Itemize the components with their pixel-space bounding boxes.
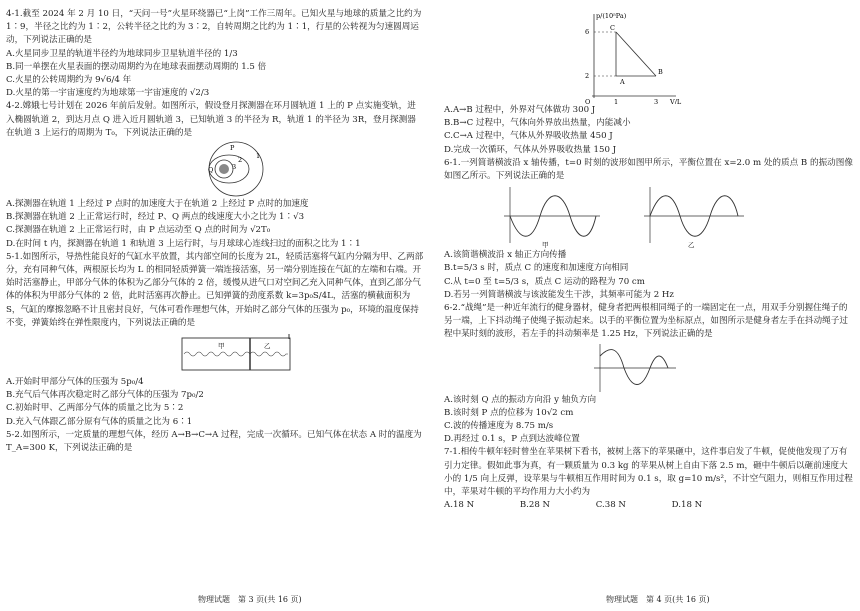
option-a: A.开始时甲部分气体的压强为 5p₀/4 bbox=[6, 377, 144, 388]
option-d: D.18 N bbox=[671, 500, 703, 511]
page-footer-right: 物理试题 第 4 页(共 16 页) bbox=[606, 595, 710, 604]
option-b: B.探测器在轨道 2 上正常运行时，经过 P、Q 两点的线速度大小之比为 1∶√3 bbox=[6, 212, 305, 223]
svg-text:6: 6 bbox=[585, 28, 590, 36]
option-d: D.完成一次循环，气体从外界吸收热量 150 J bbox=[444, 144, 617, 155]
label-jia: 甲 bbox=[218, 342, 225, 351]
question-stem: 5-2.如图所示，一定质量的理想气体，经历 A→B→C→A 过程，完成一次循环。已知气体在状态 A 时的温度为 T_A=300 K，下列说法正确的是 bbox=[6, 429, 422, 454]
options-row bbox=[444, 499, 854, 512]
option-a: A.18 N bbox=[444, 500, 475, 511]
option-a: A.该时刻 Q 点的振动方向沿 y 轴负方向 bbox=[444, 394, 597, 405]
option-c: C.C→A 过程中，气体从外界吸收热量 450 J bbox=[444, 131, 613, 142]
option-d: D.再经过 0.1 s，P 点到达波峰位置 bbox=[444, 434, 580, 445]
option-c: C.38 N bbox=[595, 500, 626, 511]
question-5-2 bbox=[6, 429, 424, 455]
question-stem: 4-1.截至 2024 年 2 月 10 日，“天问一号”火星环绕器已“上岗”工作三周年。已知火星与地球的质量之比约为 1∶9，半径之比约为 1∶2，公转半径之比约为 3∶2，自转周期之比约为 1∶1，行星的公转视为匀速圆周运动，下列说法正确的是 bbox=[6, 9, 422, 46]
option-c: C.从 t=0 至 t=5/3 s，质点 C 运动的路程为 70 cm bbox=[444, 276, 645, 287]
question-stem: 6-2.“战绳”是一种近年流行的健身器材，健身者把两根相同绳子的一端固定在一点，用双手分别握住绳子的另一端，上下抖动绳子使绳子振动起来。以手的平衡位置为坐标原点，如图所示是健身者左手在抖动绳子过程中某时刻的波形，若左手的抖动频率是 1.25 Hz，下列说法正确的是 bbox=[444, 303, 848, 340]
option-b: B.同一单摆在火星表面的摆动周期约为在地球表面摆动周期的 1.5 倍 bbox=[6, 61, 267, 72]
option-b: B.充气后气体再次稳定时乙部分气体的压强为 7p₀/2 bbox=[6, 390, 204, 401]
wave-diagrams bbox=[444, 183, 854, 249]
question-stem: 7-1.相传牛顿年轻时曾坐在苹果树下看书，被树上落下的苹果砸中，这件事启发了牛顿，促使他发现了万有引力定律。假如此事为真，有一颗质量为 0.3 kg 的苹果从树上自由下落 2.5 m，砸中牛顿后以砸前速度大小的 1/5 向上反弹，设苹果与牛顿相互作用时间为 0.1 s，取 g=10 m/s²，不计空气阻力，则相互作用过程中，苹果对牛顿的平均作用力大小约为 bbox=[444, 447, 853, 498]
option-b: B.该时刻 P 点的位移为 10√2 cm bbox=[444, 407, 574, 418]
question-6-1 bbox=[444, 157, 854, 302]
question-4-2 bbox=[6, 100, 424, 250]
option-b: B.28 N bbox=[519, 500, 551, 511]
wave-figures bbox=[444, 183, 854, 249]
question-stem: 5-1.如图所示，导热性能良好的气缸水平放置，其内部空间的长度为 2L，轻质活塞将气缸内分隔为甲、乙两部分，充有同种气体，两根原长均为 L 的相同轻质弹簧一端连接活塞，另一端分别连接在气缸的左端和右端。开始时活塞静止，甲部分气体的体积为乙部分气体的 2 倍，缓慢从进气口对空间乙充入同种气体，直到乙部分气体的体积为甲部分气体的 2 倍，此时活塞再次静止。已知弹簧的劲度系数 k=3p₀S/4L，活塞的横截面积为 S，气缸的摩擦忽略不计且密封良好，气体可看作理想气体，开始时乙部分气体的压强为 p₀，环境的温度保持不变，弹簧始终在弹性限度内，下列说法正确的是 bbox=[6, 251, 424, 328]
option-a: A.火星同步卫星的轨道半径约为地球同步卫星轨道半径的 1/3 bbox=[6, 48, 238, 59]
svg-text:1: 1 bbox=[614, 98, 619, 104]
right-column bbox=[444, 8, 854, 512]
svg-text:甲: 甲 bbox=[542, 241, 549, 250]
option-c: C.火星的公转周期约为 9√6/4 年 bbox=[6, 75, 132, 86]
svg-text:P: P bbox=[230, 144, 235, 153]
question-4-1 bbox=[6, 8, 424, 100]
orbit-diagram bbox=[6, 140, 424, 198]
label-yi: 乙 bbox=[264, 342, 271, 351]
option-a: A.A→B 过程中，外界对气体做功 300 J bbox=[444, 105, 596, 115]
rope-wave-figure bbox=[444, 342, 854, 394]
rope-wave-diagram bbox=[444, 342, 854, 394]
option-d: D.若另一列简谐横波与该波能发生干涉，其频率可能为 2 Hz bbox=[444, 289, 674, 300]
question-5-2-options bbox=[444, 104, 854, 157]
svg-text:A: A bbox=[620, 78, 625, 86]
svg-text:3: 3 bbox=[654, 98, 659, 104]
svg-text:Q: Q bbox=[208, 166, 214, 175]
option-c: C.波的传播速度为 8.75 m/s bbox=[444, 421, 554, 432]
svg-text:1: 1 bbox=[256, 152, 261, 161]
question-stem: 6-1.一列简谐横波沿 x 轴传播，t=0 时刻的波形如图甲所示，平衡位置在 x=2.0 m 处的质点 B 的振动图像如图乙所示。下列说法正确的是 bbox=[444, 157, 853, 182]
orbit-figure bbox=[6, 140, 424, 198]
question-stem: 4-2.嫦娥七号计划在 2026 年前后发射。如图所示，假设登月探测器在环月圆轨道 1 上的 P 点实施变轨，进入椭圆轨道 2，到达月点 Q 进入近月圆轨道 3，已知轨道 3 的半径为 R，轨道 1 的半径为 3R，登月探测器在轨道 3 上运行的周期为 T₀，下列说法正确的是 bbox=[6, 101, 416, 138]
svg-text:B: B bbox=[658, 68, 663, 76]
option-d: D.在时间 t 内，探测器在轨道 1 和轨道 3 上运行时，与月球球心连线扫过的面积之比为 1∶1 bbox=[6, 238, 361, 249]
svg-text:p/(10⁵Pa): p/(10⁵Pa) bbox=[596, 12, 627, 20]
svg-text:3: 3 bbox=[232, 163, 237, 172]
pv-diagram bbox=[444, 8, 854, 104]
option-c: C.初始时甲、乙两部分气体的质量之比为 5∶2 bbox=[6, 403, 184, 414]
cylinder-figure bbox=[6, 330, 424, 376]
svg-text:C: C bbox=[610, 24, 615, 32]
page-footer-left: 物理试题 第 3 页(共 16 页) bbox=[198, 595, 302, 604]
svg-text:2: 2 bbox=[585, 72, 590, 80]
svg-text:2: 2 bbox=[238, 156, 243, 165]
option-b: B.B→C 过程中，气体向外界放出热量，内能减小 bbox=[444, 118, 631, 129]
svg-text:O: O bbox=[585, 98, 591, 104]
cylinder-diagram bbox=[6, 330, 424, 376]
option-b: B.t=5/3 s 时，质点 C 的速度和加速度方向相同 bbox=[444, 263, 629, 274]
option-a: A.该简谐横波沿 x 轴正方向传播 bbox=[444, 250, 567, 261]
option-c: C.探测器在轨道 2 上正常运行时，由 P 点运动至 Q 点的时间为 √2T₀ bbox=[6, 225, 271, 236]
question-5-1 bbox=[6, 251, 424, 429]
left-column bbox=[6, 8, 424, 455]
question-6-2 bbox=[444, 302, 854, 446]
svg-text:乙: 乙 bbox=[688, 241, 695, 250]
pv-figure bbox=[444, 8, 854, 104]
option-d: D.充入气体跟乙部分原有气体的质量之比为 6∶1 bbox=[6, 416, 193, 427]
question-7-1 bbox=[444, 446, 854, 512]
svg-text:V/L: V/L bbox=[670, 98, 682, 104]
option-a: A.探测器在轨道 1 上经过 P 点时的加速度大于在轨道 2 上经过 P 点时的加速度 bbox=[6, 199, 309, 210]
option-d: D.火星的第一宇宙速度约为地球第一宇宙速度的 √2/3 bbox=[6, 88, 210, 99]
